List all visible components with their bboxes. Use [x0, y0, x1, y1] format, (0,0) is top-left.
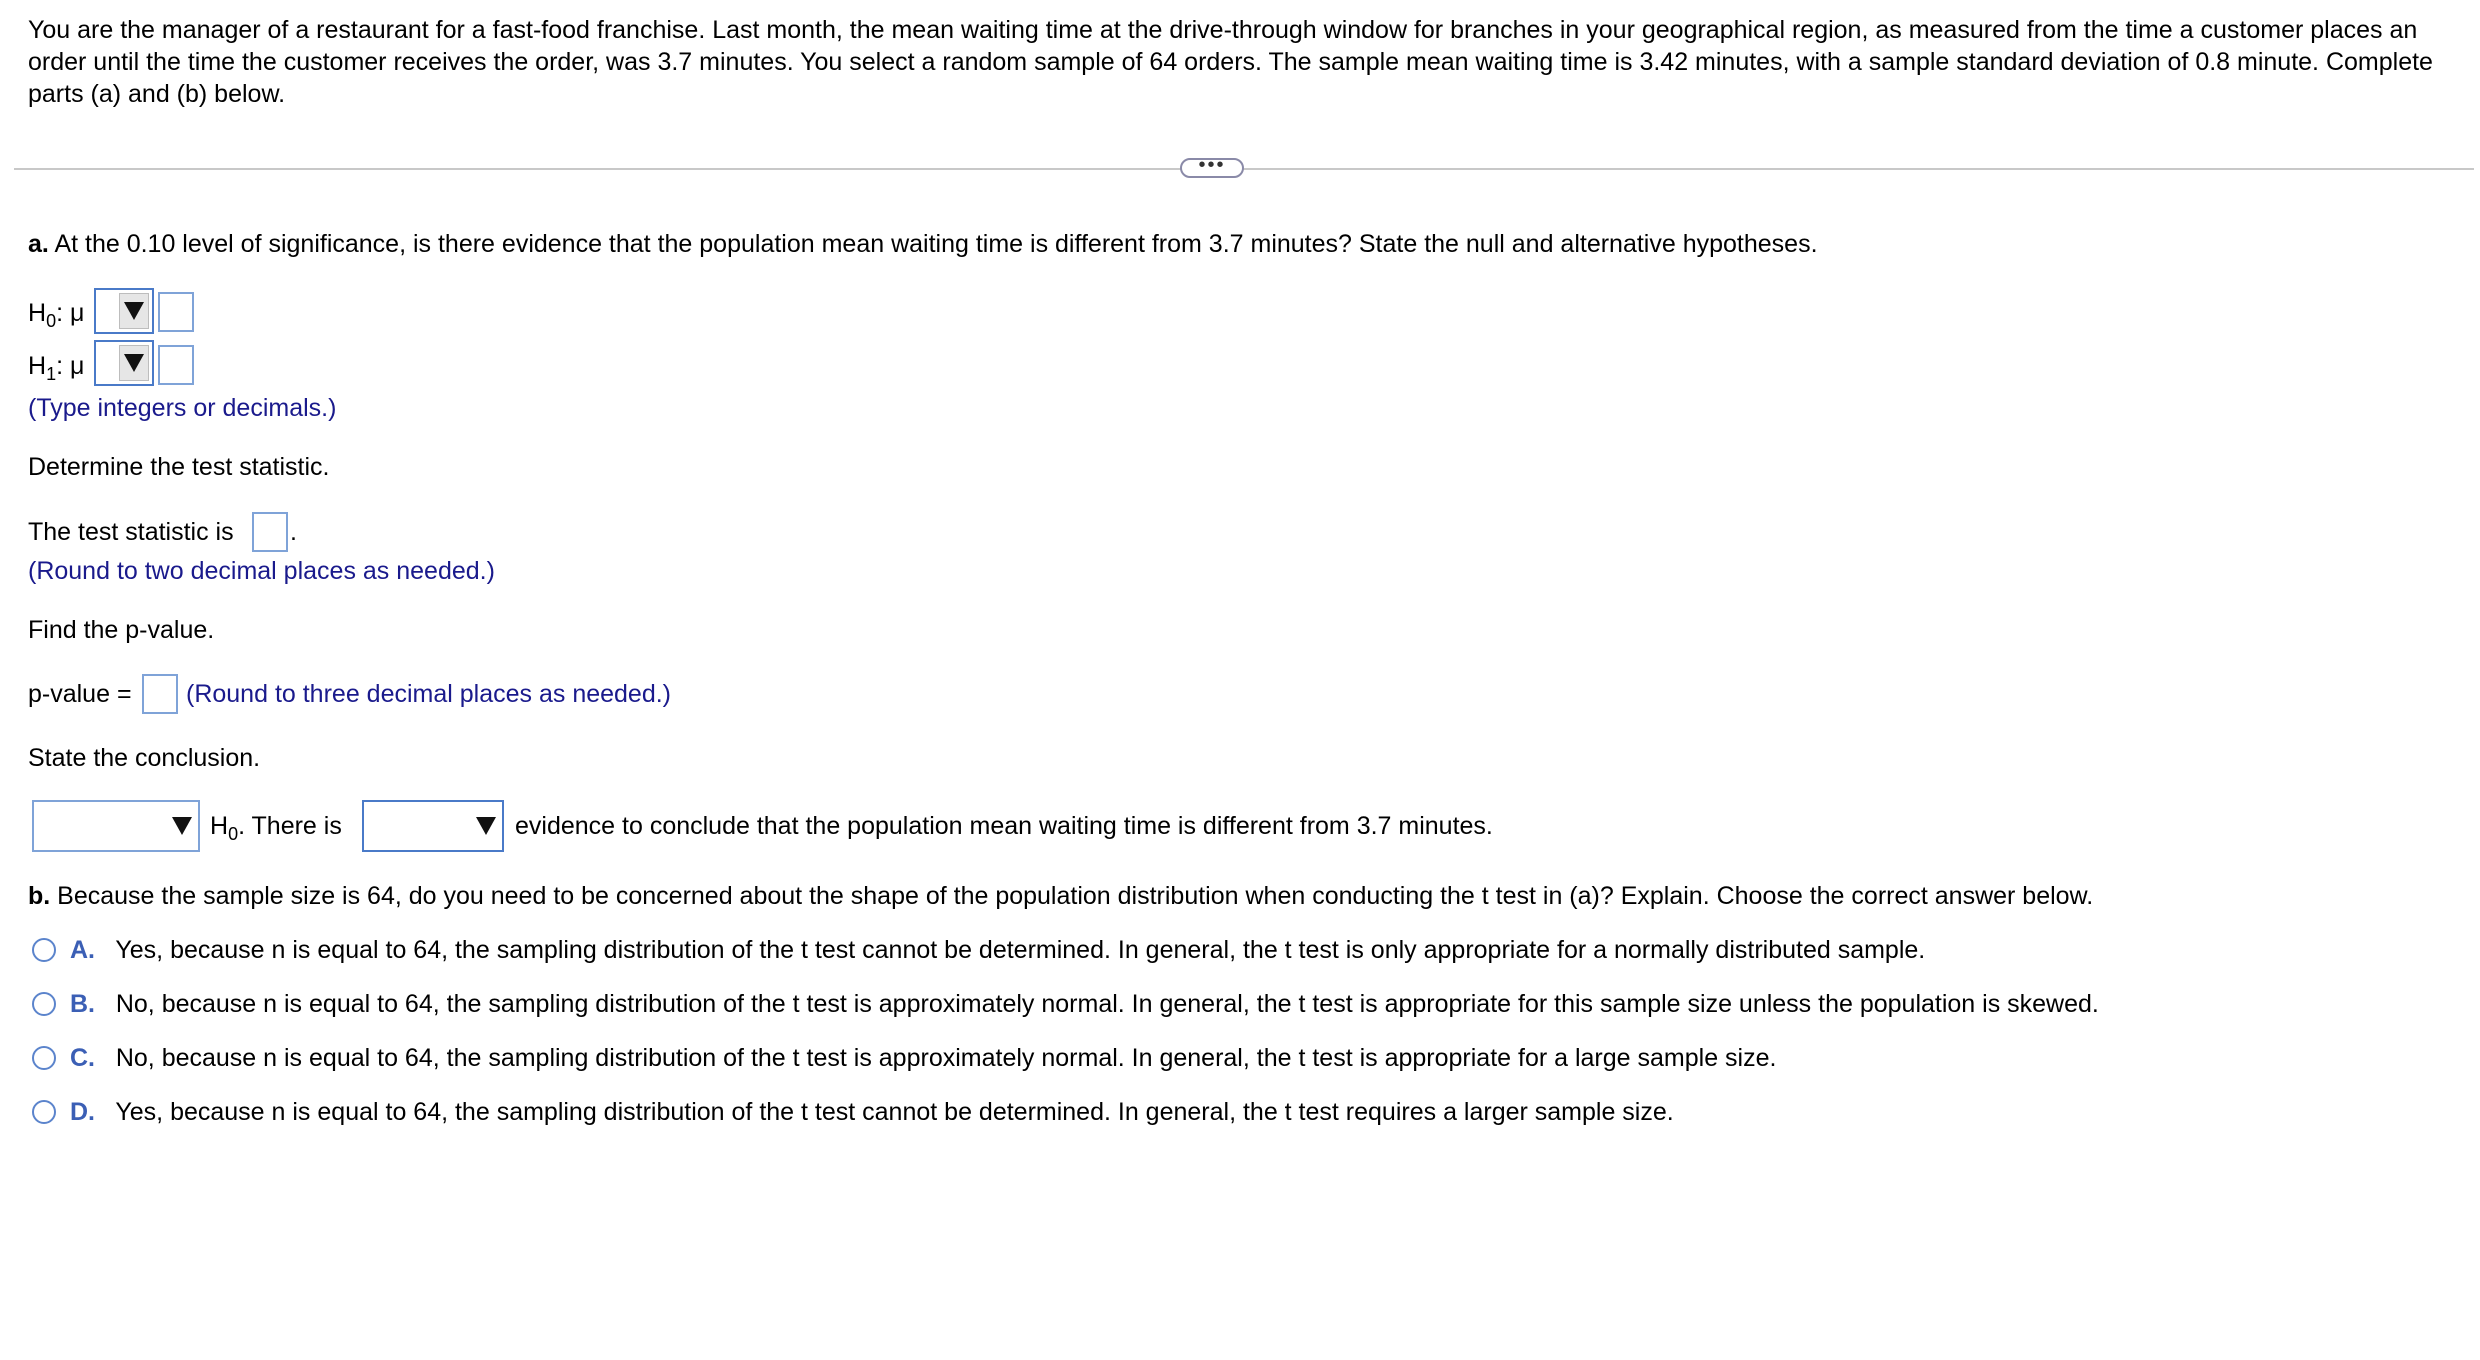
test-stat-period: . — [290, 518, 297, 546]
part-b-text: Because the sample size is 64, do you need to be concerned about the shape of the population distribution when conducting the t test in (a)? Explain. Choose the correct answer below. — [57, 882, 2094, 910]
find-p-value: Find the p-value. — [28, 616, 215, 644]
determine-test-stat: Determine the test statistic. — [28, 453, 330, 481]
h0-dropdown-button[interactable] — [119, 293, 149, 329]
part-b-question — [28, 880, 2093, 912]
option-a-letter: A. — [70, 936, 95, 964]
section-divider — [14, 168, 2474, 170]
option-c-letter: C. — [70, 1044, 95, 1072]
option-a[interactable] — [70, 934, 1925, 966]
part-a-question — [28, 228, 1818, 260]
caret-down-icon — [476, 817, 496, 835]
problem-intro: You are the manager of a restaurant for a fast-food franchise. Last month, the mean waiting time at the drive-through window for branches in your geographical region, as measured from the time a customer places an order until the time the customer receives the order, was 3.7 minutes. You select a random sample of 64 orders. The sample mean waiting time is 3.42 minutes, with a sample standard deviation of 0.8 minute. Complete parts (a) and (b) below. — [28, 16, 2433, 108]
option-b-radio[interactable] — [32, 992, 56, 1016]
h0-value-input[interactable] — [158, 292, 194, 332]
option-d-letter: D. — [70, 1098, 95, 1126]
option-b-text: No, because n is equal to 64, the sampling distribution of the t test is approximately normal. In general, the t test is appropriate for this sample size unless the population is skewed. — [115, 990, 2099, 1018]
option-d-radio[interactable] — [32, 1100, 56, 1124]
h1-value-input[interactable] — [158, 345, 194, 385]
h1-label: $H_1$: μ — [28, 352, 85, 384]
test-stat-input[interactable] — [252, 512, 288, 552]
h1-operator-select[interactable] — [94, 340, 154, 386]
option-d[interactable] — [70, 1096, 1674, 1128]
h1-dropdown-button[interactable] — [119, 345, 149, 381]
round-three-hint: (Round to three decimal places as needed.) — [186, 680, 672, 708]
caret-down-icon — [172, 817, 192, 835]
option-d-text: Yes, because n is equal to 64, the sampling distribution of the t test cannot be determined. In general, the t test requires a larger sample size. — [115, 1098, 1674, 1126]
caret-down-icon — [124, 354, 144, 372]
evidence-select[interactable] — [362, 800, 504, 852]
part-b-label: b. — [28, 882, 51, 910]
option-a-radio[interactable] — [32, 938, 56, 962]
test-stat-label: The test statistic is — [28, 518, 234, 546]
p-value-label: p-value = — [28, 680, 132, 708]
part-a-label: a. — [28, 230, 49, 258]
option-b-letter: B. — [70, 990, 95, 1018]
option-c[interactable] — [70, 1042, 1776, 1074]
round-two-hint: (Round to two decimal places as needed.) — [28, 557, 495, 585]
type-hint: (Type integers or decimals.) — [28, 394, 337, 422]
p-value-input[interactable] — [142, 674, 178, 714]
h0-label: $H_0$: μ — [28, 299, 85, 331]
option-c-radio[interactable] — [32, 1046, 56, 1070]
option-b[interactable] — [70, 988, 2099, 1020]
state-conclusion: State the conclusion. — [28, 744, 261, 772]
option-a-text: Yes, because n is equal to 64, the sampling distribution of the t test cannot be determined. In general, the t test is only appropriate for a normally distributed sample. — [115, 936, 1926, 964]
more-button[interactable]: ••• — [1180, 158, 1244, 178]
caret-down-icon — [124, 302, 144, 320]
conclusion-h0: $H_0$. There is — [210, 812, 342, 844]
part-a-text: At the 0.10 level of significance, is there evidence that the population mean waiting time is different from 3.7 minutes? State the null and alternative hypotheses. — [54, 230, 1818, 258]
h0-operator-select[interactable] — [94, 288, 154, 334]
reject-decision-select[interactable] — [32, 800, 200, 852]
option-c-text: No, because n is equal to 64, the sampling distribution of the t test is approximately normal. In general, the t test is appropriate for a large sample size. — [115, 1044, 1777, 1072]
conclusion-text: evidence to conclude that the population mean waiting time is different from 3.7 minutes. — [515, 812, 1493, 840]
